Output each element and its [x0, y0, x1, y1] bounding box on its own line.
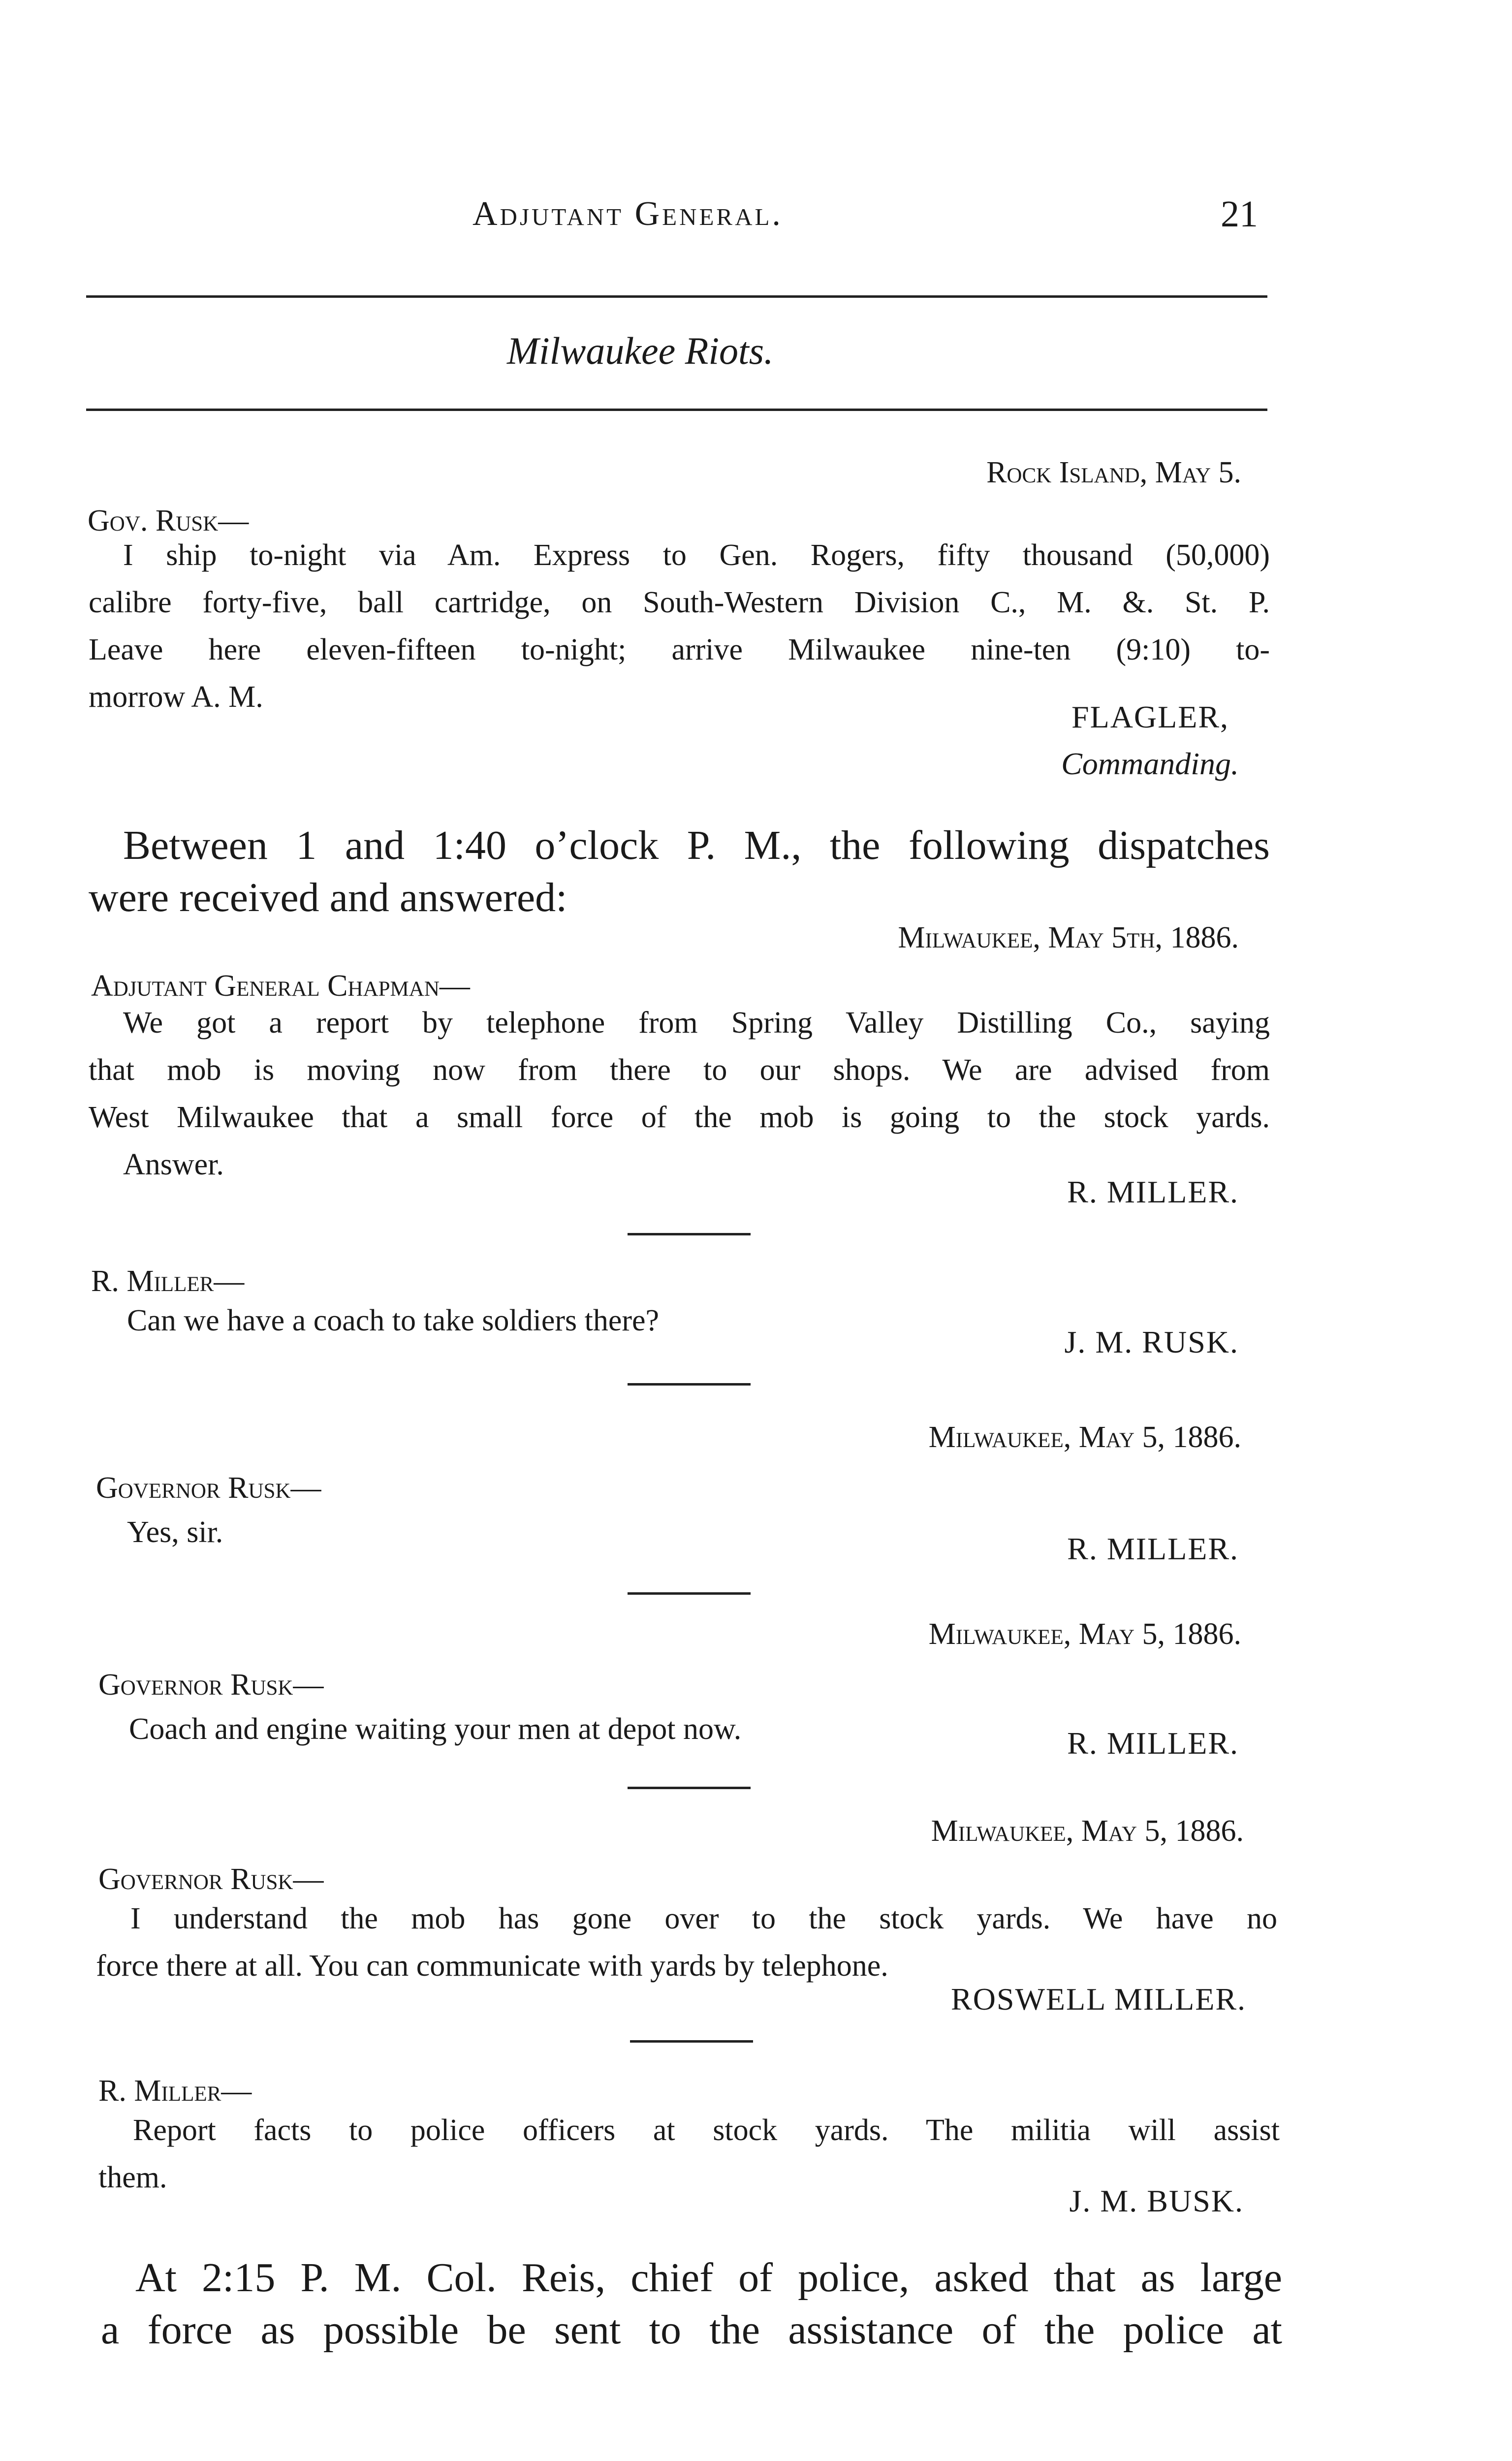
separator-rule: [630, 2040, 753, 2043]
paragraph1-line: Between 1 and 1:40 o’clock P. M., the following dispatches: [123, 822, 1270, 868]
dispatch5-body: Coach and engine waiting your men at depot now.: [129, 1712, 742, 1746]
dispatch1-body: [89, 532, 1270, 721]
page-number: 21: [1221, 193, 1258, 235]
dispatch6-line: force there at all. You can communicate with yards by telephone.: [96, 1949, 888, 1983]
header-rule-top: [86, 295, 1267, 298]
section-title: Milwaukee Riots.: [507, 329, 774, 372]
dispatch7-line: them.: [98, 2161, 167, 2194]
dispatch6-line: I understand the mob has gone over to the stock yards. We have no: [130, 1902, 1277, 1935]
dispatch1-line: I ship to-night via Am. Express to Gen. Rogers, fifty thousand (50,000): [123, 538, 1270, 572]
dispatch6-dateline: Milwaukee, May 5, 1886.: [931, 1814, 1244, 1848]
dispatch2-line: We got a report by telephone from Spring Valley Distilling Co., saying: [123, 1006, 1270, 1040]
dispatch2-signature: R. MILLER.: [1067, 1174, 1239, 1209]
dispatch3-salutation: R. Miller—: [91, 1264, 245, 1298]
separator-rule: [628, 1787, 751, 1789]
dispatch7-salutation: R. Miller—: [98, 2074, 252, 2108]
dispatch4-body: Yes, sir.: [127, 1515, 223, 1549]
dispatch4-salutation: Governor Rusk—: [96, 1471, 321, 1505]
dispatch3-body: Can we have a coach to take soldiers there?: [127, 1304, 660, 1337]
separator-rule: [628, 1592, 751, 1595]
dispatch2-dateline: Milwaukee, May 5th, 1886.: [898, 921, 1239, 954]
dispatch7-signature: J. M. BUSK.: [1069, 2183, 1244, 2218]
dispatch5-dateline: Milwaukee, May 5, 1886.: [928, 1617, 1241, 1651]
dispatch4-dateline: Milwaukee, May 5, 1886.: [928, 1420, 1241, 1454]
dispatch6-salutation: Governor Rusk—: [98, 1862, 324, 1896]
paragraph1: [89, 820, 1270, 924]
dispatch5-salutation: Governor Rusk—: [98, 1668, 324, 1702]
header-rule-bottom: [86, 409, 1267, 411]
paragraph1-line: were received and answered:: [89, 875, 567, 920]
paragraph2: [101, 2252, 1282, 2356]
dispatch6-body: [96, 1895, 1277, 1989]
dispatch2-salutation-text: Adjutant General Chapman—: [91, 969, 470, 1003]
dispatch1-signature-title: Commanding.: [1061, 746, 1239, 781]
dispatch3-signature: J. M. RUSK.: [1064, 1325, 1239, 1359]
dispatch5-signature: R. MILLER.: [1067, 1726, 1239, 1761]
dispatch1-signature: FLAGLER,: [1071, 699, 1229, 734]
running-head: Adjutant General.: [472, 195, 783, 233]
dispatch1-line: Leave here eleven-fifteen to-night; arrive Milwaukee nine-ten (9:10) to-: [89, 633, 1270, 666]
dispatch1-dateline: Rock Island, May 5.: [986, 456, 1241, 489]
dispatch1-line: calibre forty-five, ball cartridge, on South-Western Division C., M. &. St. P.: [89, 586, 1270, 619]
paragraph2-line: a force as possible be sent to the assistance of the police at: [101, 2307, 1282, 2353]
dispatch6-signature: ROSWELL MILLER.: [951, 1982, 1246, 2017]
dispatch2-line: Answer.: [123, 1148, 224, 1181]
paragraph2-line: At 2:15 P. M. Col. Reis, chief of police, asked that as large: [135, 2255, 1282, 2301]
dispatch2-line: West Milwaukee that a small force of the mob is going to the stock yards.: [89, 1101, 1270, 1134]
separator-rule: [628, 1383, 751, 1386]
dispatch4-signature: R. MILLER.: [1067, 1531, 1239, 1566]
dispatch1-salutation: Gov. Rusk—: [88, 504, 249, 537]
dispatch7-line: Report facts to police officers at stock yards. The militia will assist: [133, 2114, 1280, 2147]
dispatch2-line: that mob is moving now from there to our shops. We are advised from: [89, 1053, 1270, 1087]
separator-rule: [628, 1233, 751, 1235]
dispatch2-body: [89, 999, 1270, 1188]
dispatch1-line: morrow A. M.: [89, 680, 263, 714]
